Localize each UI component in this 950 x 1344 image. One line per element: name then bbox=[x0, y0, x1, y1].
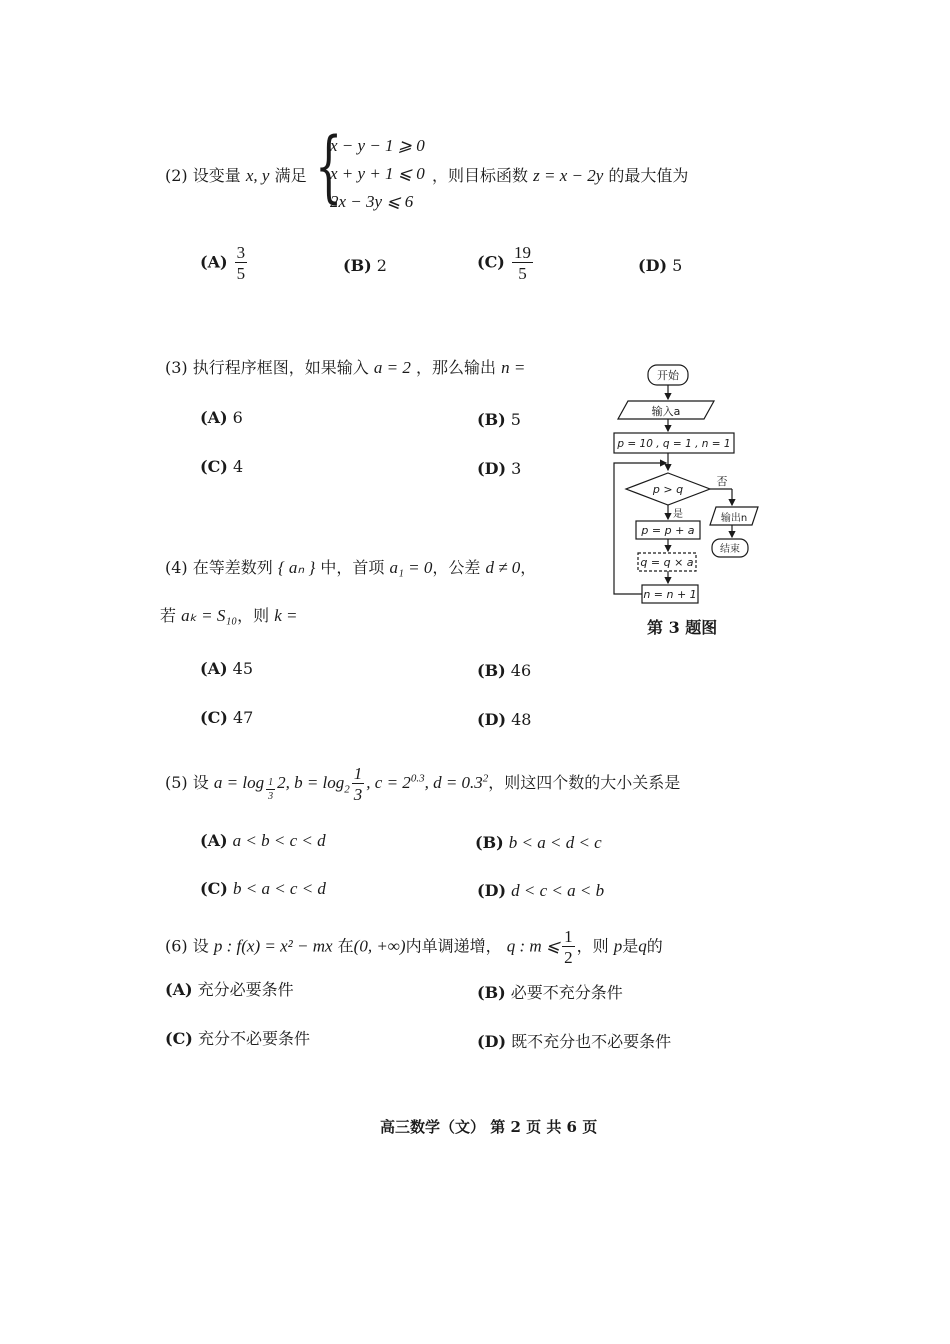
q4-stem: (4) 在等差数列 { aₙ } 中，首项 a₁ = 0，公差 d ≠ 0， bbox=[165, 558, 537, 577]
flow-start-label: 开始 bbox=[657, 369, 679, 382]
flow-step2-label: q = q × a bbox=[640, 556, 694, 569]
q5-option-d[interactable]: (D) d < c < a < b bbox=[477, 881, 605, 900]
flow-decision-label: p > q bbox=[652, 483, 684, 496]
q2-option-d[interactable]: (D) 5 bbox=[638, 256, 683, 275]
q6-option-d[interactable]: (D) 既不充分也不必要条件 bbox=[477, 1032, 672, 1051]
q3-stem: (3) 执行程序框图，如果输入 a = 2 ，那么输出 n = bbox=[165, 358, 526, 377]
flow-step1-label: p = p + a bbox=[641, 524, 695, 537]
q3-figure-caption: 第 3 题图 bbox=[647, 618, 718, 637]
q2-stem-tail: ，则目标函数 z = x − 2y 的最大值为 bbox=[432, 166, 689, 185]
q4-option-b[interactable]: (B) 46 bbox=[477, 661, 532, 680]
q6-option-a[interactable]: (A) 充分必要条件 bbox=[165, 980, 294, 999]
q2-system-line-2: x + y + 1 ⩽ 0 bbox=[330, 164, 425, 183]
q6-stem: (6) 设 p : f(x) = x² − mx 在(0, +∞)内单调递增， q : m ⩽ $\frac{1}{2}$ ，则 p是q的 bbox=[165, 927, 663, 967]
page-footer: 高三数学（文） 第 2 页 共 6 页 bbox=[380, 1118, 598, 1136]
fraction: $\frac{3}{5}$ bbox=[236, 243, 246, 283]
q5-expression: a = log $_{\frac{1}{3}}$ 2, $b = \log_2$ $\frac{1}{3}$ , $c = 2^{0.3}$, $d = 0.3^2$ bbox=[213, 764, 489, 804]
q2-system-line-1: x − y − 1 ⩾ 0 bbox=[330, 136, 425, 155]
q2-stem: (2) 设变量 x, y 满足 bbox=[165, 166, 307, 185]
q3-flowchart bbox=[606, 355, 776, 615]
q2-option-a[interactable]: (A) $\frac{3}{5}$ bbox=[200, 243, 246, 283]
q5-option-b[interactable]: (B) b < a < d < c bbox=[475, 833, 602, 852]
q4-option-a[interactable]: (A) 45 bbox=[200, 659, 254, 678]
q5-option-a[interactable]: (A) a < b < c < d bbox=[200, 831, 326, 850]
q3-option-b[interactable]: (B) 5 bbox=[477, 410, 521, 429]
q3-option-a[interactable]: (A) 6 bbox=[200, 408, 243, 427]
flow-end-label: 结束 bbox=[720, 544, 740, 555]
q4-option-c[interactable]: (C) 47 bbox=[200, 708, 254, 727]
q5-stem: (5) 设 a = log $_{\frac{1}{3}}$ 2, $b = \log_2$ $\frac{1}{3}$ , $c = 2^{0.3}$, $d = 0.3^2$，则这四个数的大小关系是 bbox=[165, 764, 681, 804]
q2-option-c[interactable]: (C) $\frac{19}{5}$ bbox=[477, 243, 531, 283]
q6-option-b[interactable]: (B) 必要不充分条件 bbox=[477, 983, 623, 1002]
q5-option-c[interactable]: (C) b < a < c < d bbox=[200, 879, 326, 898]
q4-option-d[interactable]: (D) 48 bbox=[477, 710, 532, 729]
flow-no-label: 否 bbox=[716, 475, 728, 488]
q2-system bbox=[330, 132, 425, 216]
flow-yes-label: 是 bbox=[673, 509, 683, 520]
q2-option-b[interactable]: (B) 2 bbox=[343, 256, 387, 275]
flow-step3-label: n = n + 1 bbox=[643, 588, 697, 601]
q2-system-brace: { bbox=[315, 122, 343, 212]
flow-init-label: p = 10 , q = 1 , n = 1 bbox=[617, 438, 731, 450]
flow-output-label: 输出n bbox=[720, 513, 748, 524]
q2-system-line-3: 2x − 3y ⩽ 6 bbox=[330, 192, 414, 211]
q4-stem-line2: 若 aₖ = S₁₀，则 k = bbox=[160, 606, 298, 625]
fraction: $\frac{19}{5}$ bbox=[513, 243, 531, 283]
flow-input-label: 输入a bbox=[651, 405, 681, 418]
q3-option-c[interactable]: (C) 4 bbox=[200, 457, 244, 476]
fraction: $\frac{1}{2}$ bbox=[564, 927, 573, 967]
q6-option-c[interactable]: (C) 充分不必要条件 bbox=[165, 1029, 310, 1048]
q3-option-d[interactable]: (D) 3 bbox=[477, 459, 522, 478]
